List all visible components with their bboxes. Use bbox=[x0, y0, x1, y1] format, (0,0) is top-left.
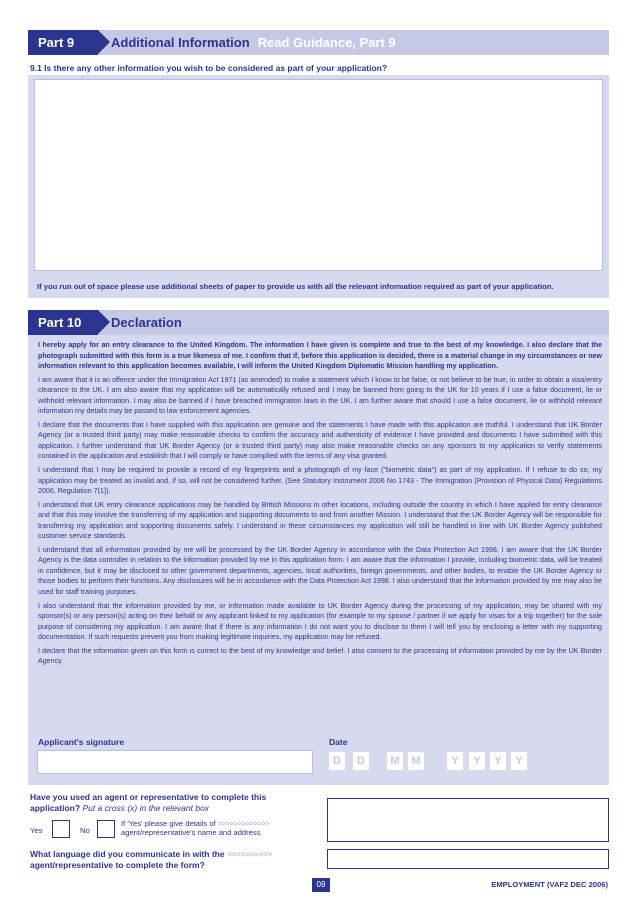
part9-space-note: If you run out of space please use additional sheets of paper to provide us with all the relevant information required as part of your application. bbox=[37, 282, 554, 291]
agent-question-text: Have you used an agent or representative to complete this application? bbox=[30, 792, 267, 813]
part10-title bbox=[111, 310, 182, 335]
declaration-paragraph: I also understand that the information provided by me, or information made available to UK Border Agency during the processing of my application, may be shared with my sponsor(s) or any person(s) acting on their behalf or any applicant linked to my application (for example to my spouse / partner if we apply for visas for a trip together) for the sole purpose of considering my application. I am aware that if there is any information I do not want you to disclose to them I will tell you by enclosing a letter with my supporting documentation. If such requests prevent you from making legitimate inquiries, my application may be refused. bbox=[38, 601, 602, 642]
signature-label: Applicant's signature bbox=[38, 737, 125, 747]
part10-tab: Part 10 bbox=[28, 310, 98, 335]
part9-title-text: Additional Information bbox=[111, 35, 250, 50]
declaration-paragraph: I understand that all information provided by me will be processed by the UK Border Agency in accordance with the Data Protection Act 1998. I am aware that the UK Border Agency is the data controller in relation to the information provided by me in this application form. I am aware that the information I provide, including biometric data, will be treated in confidence, but it may be disclosed to other government departments, agencies, local authorities, foreign governments, and other bodies, to enable the UK Border Agency or those bodies to perform their functions. Any disclosures will be in accordance with the Data Protection Act 1998. I also understand that the information provided by me may also be used for staff training purposes. bbox=[38, 545, 602, 596]
part10-header bbox=[28, 310, 609, 335]
arrows-icon: >>>>>>>>>>>>> bbox=[217, 819, 269, 828]
declaration-text bbox=[38, 340, 602, 670]
date-label: Date bbox=[329, 737, 348, 747]
declaration-paragraph: I am aware that it is an offence under the Immigration Act 1971 (as amended) to make a statement which I know to be false, or not believe to be true, in order to obtain a visa/entry clearance to the UK. I am also aware that my application will be automatically refused and I may be banned from going to the UK for 10 years if I use a false document, lie or withhold relevant information. I may also be banned if I have breached immigration laws in the UK. I am further aware that should I use a false document, lie or withhold relevant information my details may be passed to law enforcement agencies. bbox=[38, 375, 602, 416]
additional-info-field[interactable] bbox=[34, 79, 603, 271]
yes-label: Yes bbox=[30, 826, 43, 835]
form-code: EMPLOYMENT (VAF2 DEC 2006) bbox=[491, 880, 608, 889]
declaration-paragraph: I understand that UK entry clearance applications may be handled by British Missions in other locations, including outside the country in which I have applied for entry clearance and that this may involve the transferring of my application and supporting documents to and from another Mission. I understand that the UK Border Agency will be responsible for transferring my application and supporting documents safely. I understand in these circumstances my application will still be handled in line with UK Border Agency published customer service standards. bbox=[38, 500, 602, 541]
agent-yes-checkbox[interactable] bbox=[52, 820, 70, 838]
date-year-2[interactable]: Y bbox=[469, 752, 485, 770]
date-day-2[interactable]: D bbox=[353, 752, 369, 770]
agent-question bbox=[30, 792, 300, 814]
declaration-paragraph: I understand that I may be required to provide a record of my fingerprints and a photograph of my face ("biometric data") as part of my application. If I refuse to do so, my application may be treated as invalid and, if so, will not be considered further. (See Statutory Instrument 2006 No 1743 - The Immigration (Provision of Physical Data) Regulations 2006, Regulation 7(1)). bbox=[38, 466, 602, 496]
part9-tab: Part 9 bbox=[28, 30, 98, 55]
arrows-icon: >>>>>>>>>> bbox=[226, 849, 272, 859]
language-question-line-1: What language did you communicate in with the bbox=[30, 849, 225, 859]
date-day-1[interactable]: D bbox=[329, 752, 345, 770]
date-month-1[interactable]: M bbox=[387, 752, 403, 770]
date-month-2[interactable]: M bbox=[408, 752, 424, 770]
part9-subtitle: Read Guidance, Part 9 bbox=[257, 35, 396, 50]
if-yes-text: If 'Yes' please give details of bbox=[121, 819, 216, 828]
part10-title-text: Declaration bbox=[111, 315, 182, 330]
language-field[interactable] bbox=[327, 849, 609, 869]
language-question-line-2: agent/representative to complete the form? bbox=[30, 860, 205, 870]
if-yes-details bbox=[121, 819, 269, 837]
question-9-1: 9.1 Is there any other information you wish to be considered as part of your application? bbox=[30, 63, 388, 73]
if-yes-text-2: agent/representative's name and address bbox=[121, 828, 261, 837]
date-year-4[interactable]: Y bbox=[511, 752, 527, 770]
declaration-paragraph: I declare that the information given on this form is correct to the best of my knowledge and belief. I also consent to the processing of information provided by me by the UK Border Agency. bbox=[38, 646, 602, 666]
signature-field[interactable] bbox=[37, 750, 313, 774]
agent-details-field[interactable] bbox=[327, 798, 609, 842]
agent-question-instruction: Put a cross (x) in the relevant box bbox=[82, 803, 210, 813]
part9-title bbox=[111, 30, 396, 55]
part9-header bbox=[28, 30, 609, 55]
declaration-paragraph: I declare that the documents that I have supplied with this application are genuine and the statements I have made with this application are truthful. I understand that UK Border Agency (or a trusted third party) may make reasonable checks to confirm the accuracy and authenticity of evidence I have provided and documents I have submitted with this application. I further understand that UK Border Agency (or a trusted third party) may also make reasonable checks on any sponsors to my application to verify statements contained in the application and establish that I will comply or have complied with the terms of any visa granted. bbox=[38, 420, 602, 461]
part9-answer-panel bbox=[28, 75, 609, 298]
declaration-paragraph: I hereby apply for an entry clearance to the United Kingdom. The information I have given is complete and true to the best of my knowledge. I also declare that the photograph submitted with this form is a true likeness of me. I confirm that if, before this application is decided, there is a material change in my circumstances or new information relevant to this application becomes available, I will inform the United Kingdom Diplomatic Mission handling my application. bbox=[38, 341, 602, 370]
date-year-1[interactable]: Y bbox=[447, 752, 463, 770]
agent-no-checkbox[interactable] bbox=[97, 820, 115, 838]
no-label: No bbox=[80, 826, 90, 835]
date-year-3[interactable]: Y bbox=[490, 752, 506, 770]
page-number: 09 bbox=[312, 878, 330, 892]
language-question bbox=[30, 849, 320, 871]
